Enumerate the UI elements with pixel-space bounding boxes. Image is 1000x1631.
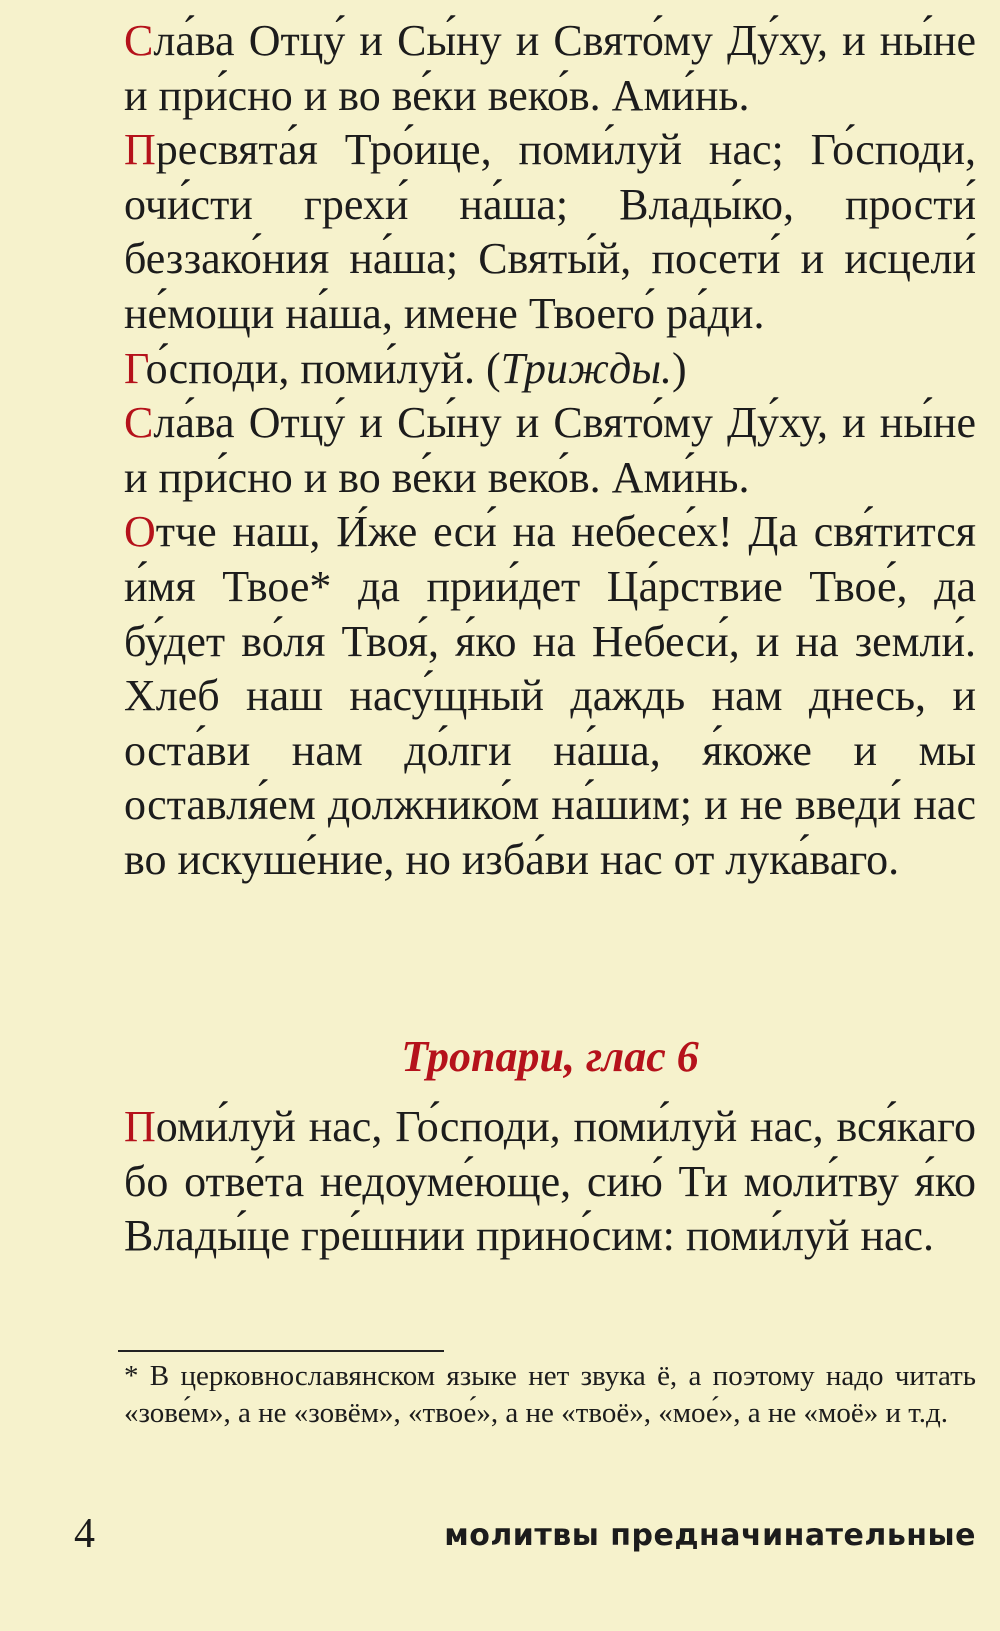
paragraph-text: оми́луй нас, Го́споди, поми́луй нас, вся́каго бо отве́та недоуме́юще, сию́ Ти моли́тву я́ко Влады́це гре́шнии прино́сим: поми́луй нас. xyxy=(124,1102,976,1261)
paragraph-troparion xyxy=(124,1100,976,1264)
paragraph-text: ла́ва Отцу́ и Сы́ну и Свято́му Ду́ху, и ны́не и при́сно и во ве́ки веко́в. Ами́нь. xyxy=(124,16,976,120)
red-initial: С xyxy=(124,398,154,448)
red-initial: П xyxy=(124,125,156,175)
paragraph-glory-be-1 xyxy=(124,14,976,123)
paragraph-text: ресвята́я Тро́ице, поми́луй нас; Го́споди, очи́сти грехи́ на́ша; Влады́ко, прости́ беззако́ния на́ша; Святы́й, посети́ и исцели́ не́мощи на́ша, имене Твоего́ ра́ди. xyxy=(124,125,976,338)
footnote-divider xyxy=(118,1350,444,1352)
running-title: молитвы предначинательные xyxy=(444,1518,976,1553)
paragraph-glory-be-2 xyxy=(124,396,976,505)
rubric-thrice: Трижды. xyxy=(500,343,673,393)
troparion-block xyxy=(124,1100,976,1264)
red-initial: С xyxy=(124,16,154,65)
closing-paren: ) xyxy=(672,343,687,393)
red-initial: Г xyxy=(124,343,146,393)
section-heading: Тропари, глас 6 xyxy=(401,1032,699,1081)
page-number: 4 xyxy=(74,1511,95,1557)
prayer-text-block xyxy=(124,14,976,888)
paragraph-our-father xyxy=(124,505,976,887)
paragraph-text: тче наш, И́же еси́ на небесе́х! Да свя́тится и́мя Твое* да прии́дет Ца́рствие Твое́, да бу́дет во́ля Твоя́, я́ко на Небеси́, и на земли́. Хлеб наш насу́щный даждь нам днесь, и оста́ви нам до́лги на́ша, я́коже и мы оставля́ем должнико́м на́шим; и не введи́ нас во искуше́ние, но изба́ви нас от лука́ваго. xyxy=(124,507,976,884)
red-initial: П xyxy=(124,1102,156,1151)
red-initial: О xyxy=(124,507,156,557)
paragraph-text: ла́ва Отцу́ и Сы́ну и Свято́му Ду́ху, и ны́не и при́сно и во ве́ки веко́в. Ами́нь. xyxy=(124,398,976,502)
paragraph-text: о́споди, поми́луй. ( xyxy=(145,343,501,393)
paragraph-lord-have-mercy xyxy=(124,342,976,397)
paragraph-holy-trinity xyxy=(124,123,976,341)
footnote: * В церковнославянском языке нет звука ё, а поэтому надо читать «зове́м», а не «зовём», «твое́», а не «твоё», «мое́», а не «моё» и т.д. xyxy=(124,1360,976,1429)
